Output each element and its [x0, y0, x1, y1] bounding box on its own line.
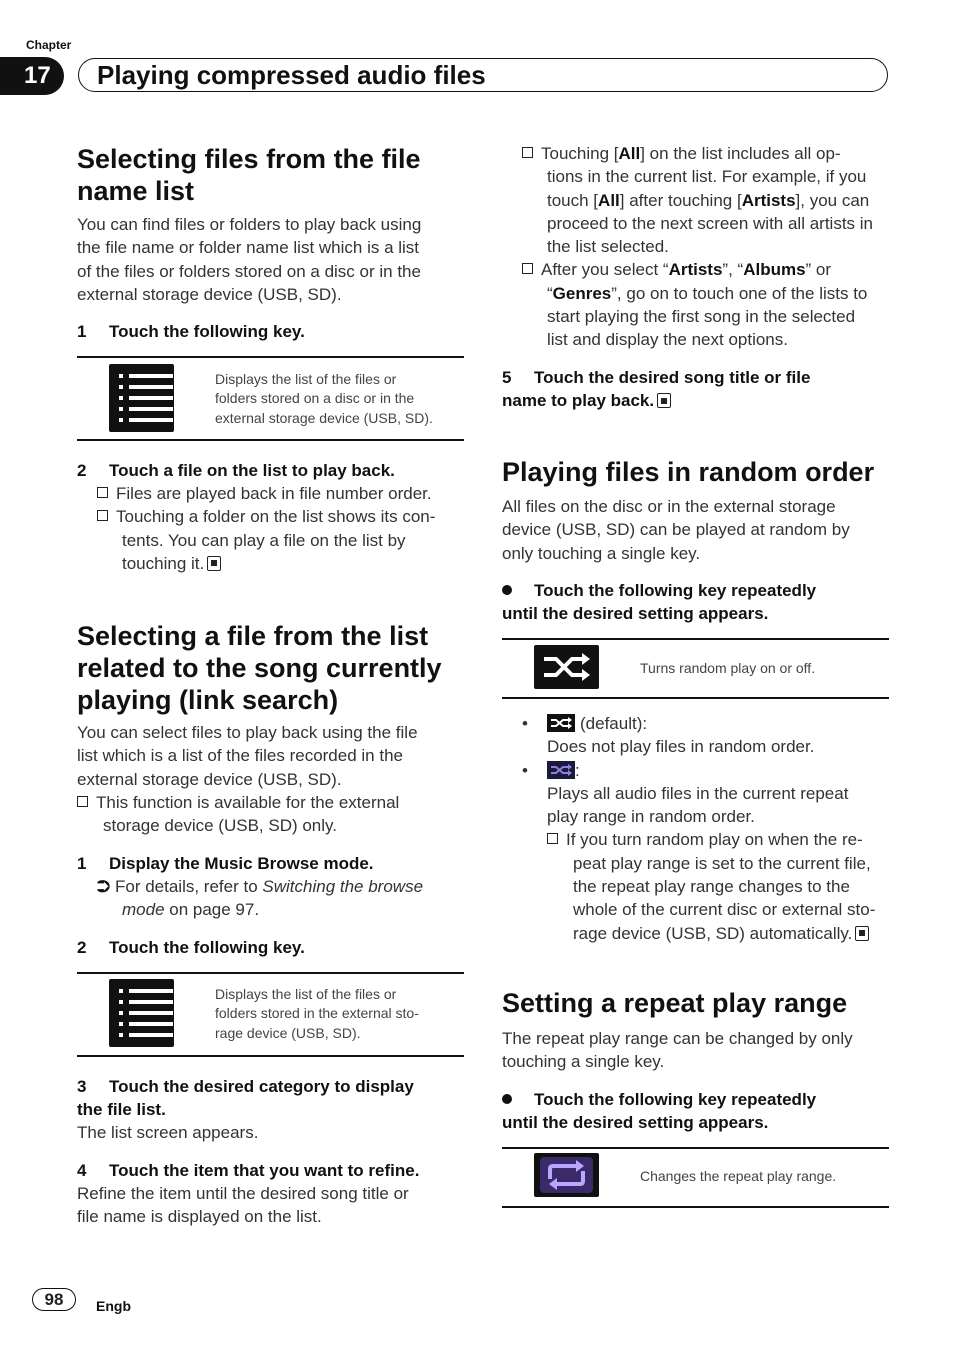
section-title: Selecting a file from the list related to the song currently playing (link search) [77, 621, 442, 715]
language-code: Engb [96, 1298, 131, 1314]
note-item: This function is available for the external [77, 791, 467, 814]
shuffle-off-icon [547, 714, 575, 732]
arrow-reference-icon: ⮊ [97, 877, 110, 896]
checkbox-bullet-icon [97, 510, 108, 521]
section-intro: You can select files to play back using the file list which is a list of the files recorded in the external storage device (USB, SD). This function is available for the external storage device (USB, SD) only. [77, 721, 467, 837]
option-item-on: • : [522, 760, 580, 780]
note-item: If you turn random play on when the re- [522, 828, 892, 851]
step-result: The list screen appears. [77, 1123, 259, 1142]
shuffle-icon[interactable] [534, 645, 599, 689]
checkbox-bullet-icon [522, 263, 533, 274]
list-icon[interactable] [109, 364, 174, 432]
chapter-label: Chapter [26, 38, 72, 52]
instruction: Touch the following key repeatedly until the desired setting appears. [502, 1090, 817, 1132]
step-2: 2 Touch the following key. [77, 938, 305, 957]
chapter-title: Playing compressed audio files [97, 60, 486, 90]
step-5: 5 Touch the desired song title or file name to play back. [502, 368, 811, 410]
step-1: 1 Touch the following key. [77, 322, 305, 341]
note-item: Touching [All] on the list includes all op- [522, 142, 892, 165]
key-description: Turns random play on or off. [640, 660, 816, 676]
step-1: 1 Display the Music Browse mode. [77, 854, 374, 873]
step-2: 2 Touch a file on the list to play back. [77, 461, 395, 480]
note-item: Touching a folder on the list shows its con- [97, 505, 467, 528]
note-list: Files are played back in file number order. Touching a folder on the list shows its con- tents. You can play a file on the list by touching it. [97, 482, 467, 575]
section-title: Playing files in random order [502, 457, 875, 487]
note-list: Touching [All] on the list includes all op- tions in the current list. For example, if you touch [All] after touching [Artists], you can proceed to the next screen with all artists in the list selected. After you select “Artists”, “Albums” or “Genres”, go on to touch one of the lists to start playing the first song in the selected list and display the next options. [522, 142, 892, 352]
shuffle-on-icon [547, 761, 575, 779]
note-item: After you select “Artists”, “Albums” or [522, 258, 892, 281]
section-random-order [502, 456, 874, 488]
section-repeat-range [502, 987, 847, 1019]
end-mark-icon [207, 556, 221, 571]
section-title: Selecting files from the file name list [77, 144, 421, 206]
chapter-number-badge: 17 [0, 57, 64, 95]
bullet-icon [502, 585, 512, 595]
section-file-name-list [77, 143, 467, 207]
repeat-icon[interactable] [534, 1153, 599, 1197]
checkbox-bullet-icon [97, 487, 108, 498]
key-description: Displays the list of the files or folders stored in the external sto- rage device (USB, SD). [215, 986, 419, 1041]
section-intro: The repeat play range can be changed by only touching a single key. [502, 1029, 853, 1072]
step-4: 4 Touch the item that you want to refine. [77, 1161, 420, 1180]
step-3: 3 Touch the desired category to display the file list. [77, 1077, 414, 1119]
section-link-search [77, 620, 467, 716]
instruction: Touch the following key repeatedly until the desired setting appears. [502, 581, 817, 623]
note-item: Files are played back in file number order. [97, 482, 467, 505]
end-mark-icon [657, 393, 671, 408]
setting-options: • (default): Does not play files in random order. • : Plays all audio files in the current repeat play range in random order. If you turn random play on when the re- peat play range is set to the current file, the repeat play range changes to the whole of the current disc or external sto- rage device (USB, SD) automatically. [522, 712, 892, 945]
option-item-off: • (default): [522, 714, 648, 733]
step-result: Refine the item until the desired song title or file name is displayed on the list. [77, 1184, 409, 1227]
key-description: Displays the list of the files or folders stored on a disc or in the external storage device (USB, SD). [215, 371, 433, 426]
section-intro: All files on the disc or in the external storage device (USB, SD) can be played at random by only touching a single key. [502, 497, 850, 563]
section-intro: You can find files or folders to play back using the file name or folder name list which is a list of the files or folders stored on a disc or in the external storage device (USB, SD). [77, 215, 422, 304]
checkbox-bullet-icon [77, 796, 88, 807]
bullet-icon [502, 1094, 512, 1104]
checkbox-bullet-icon [522, 147, 533, 158]
end-mark-icon [855, 926, 869, 941]
page-number: 98 [32, 1288, 76, 1311]
key-description: Changes the repeat play range. [640, 1168, 837, 1184]
list-icon[interactable] [109, 979, 174, 1047]
checkbox-bullet-icon [547, 833, 558, 844]
section-title: Setting a repeat play range [502, 988, 848, 1018]
reference-note: ⮊ For details, refer to Switching the browse mode on page 97. [97, 877, 424, 920]
